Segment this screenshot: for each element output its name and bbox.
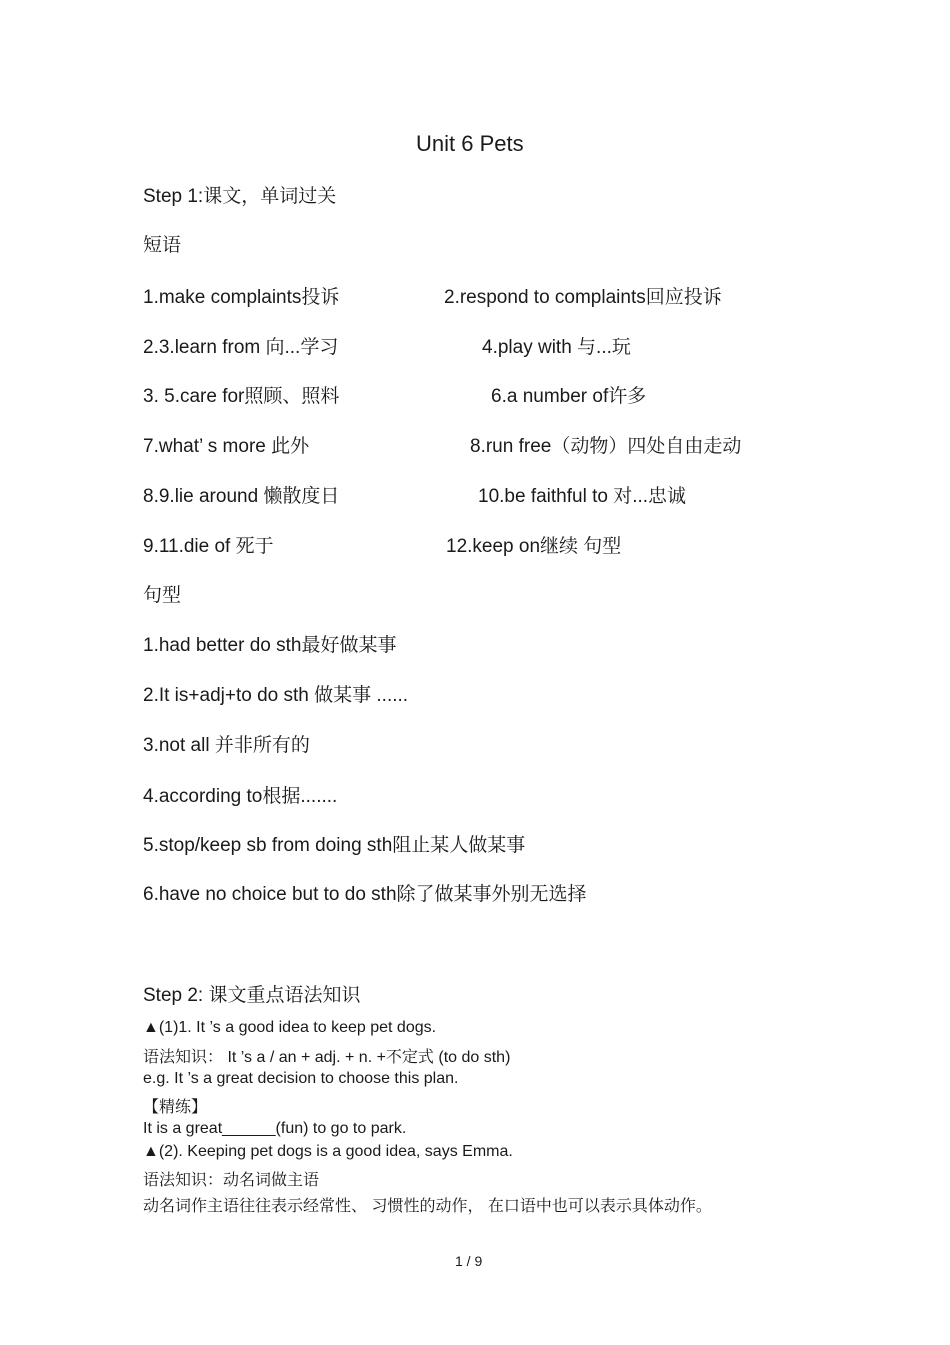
grammar-line: ▲(2). Keeping pet dogs is a good idea, says Emma. [143,1143,513,1160]
phrase-item: 8.run free（动物）四处自由走动 [470,436,742,457]
grammar-line: 动名词作主语往往表示经常性、 习惯性的动作， 在口语中也可以表示具体动作。 [143,1198,712,1215]
grammar-line: 语法知识： It ’s a / an + adj. + n. +不定式 (to do sth) [143,1049,511,1066]
sentence-item: 4.according to根据....... [143,786,338,807]
sentence-item: 2.It is+adj+to do sth 做某事 ...... [143,685,409,706]
step1-heading: Step 1:课文，单词过关 [143,186,337,207]
sentence-item: 6.have no choice but to do sth除了做某事外别无选择 [143,884,587,905]
sentence-item: 5.stop/keep sb from doing sth阻止某人做某事 [143,835,526,856]
phrase-item: 1.make complaints投诉 [143,287,340,308]
grammar-line: e.g. It ’s a great decision to choose this plan. [143,1070,459,1087]
phrase-item: 8.9.lie around 懒散度日 [143,486,340,507]
phrase-item: 6.a number of许多 [491,386,647,407]
grammar-line: 语法知识：动名词做主语 [143,1172,320,1189]
grammar-line: 【精练】 [143,1099,208,1116]
phrases-heading: 短语 [143,235,182,256]
phrase-item: 3. 5.care for照顾、照料 [143,386,340,407]
sentence-heading: 句型 [143,585,182,606]
sentence-item: 1.had better do sth最好做某事 [143,635,397,656]
phrase-item: 2.3.learn from 向...学习 [143,337,339,358]
step2-heading: Step 2: 课文重点语法知识 [143,985,361,1006]
phrase-item: 7.what’ s more 此外 [143,436,310,457]
phrase-item: 4.play with 与...玩 [482,337,631,358]
grammar-line: It is a great______(fun) to go to park. [143,1120,407,1137]
phrase-item: 9.11.die of 死于 [143,536,274,557]
phrase-item: 10.be faithful to 对...忠诚 [478,486,687,507]
phrase-item: 12.keep on继续 句型 [446,536,622,557]
document-title: Unit 6 Pets [416,131,524,156]
grammar-line: ▲(1)1. It ’s a good idea to keep pet dogs. [143,1019,437,1036]
phrase-item: 2.respond to complaints回应投诉 [444,287,722,308]
sentence-item: 3.not all 并非所有的 [143,735,310,756]
page-number: 1 / 9 [455,1253,483,1269]
